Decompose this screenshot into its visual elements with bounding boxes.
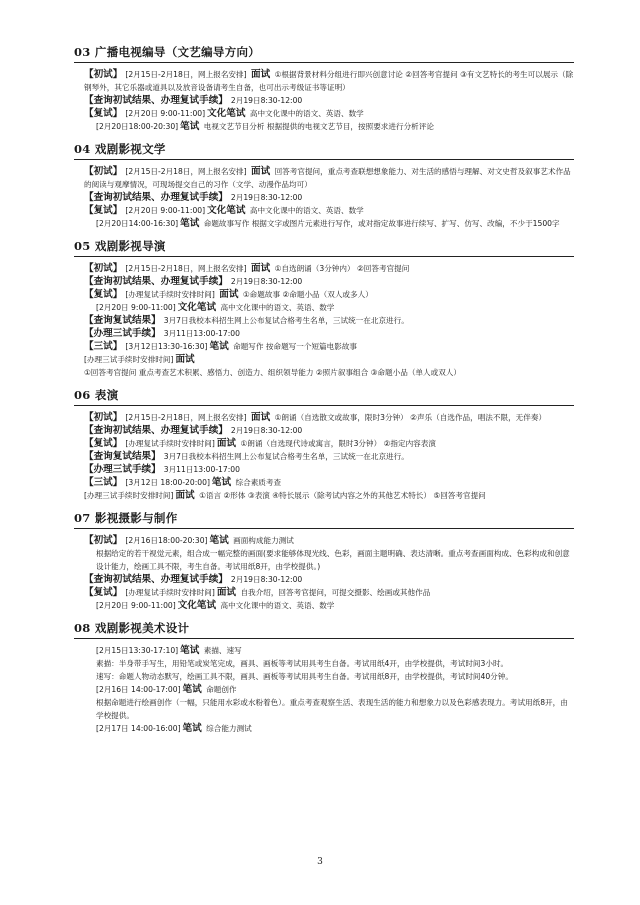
schedule-detail: 2月19日8:30-12:00 <box>230 575 303 584</box>
schedule-line <box>74 120 574 133</box>
stage-label: 【查询复试结果】 <box>84 451 161 462</box>
section <box>74 510 574 612</box>
schedule-detail: [2月20日 9:00-11:00] <box>125 206 206 215</box>
schedule-detail: [2月16日18:00-20:30] <box>125 536 208 545</box>
stage-label: 【办理三试手续】 <box>84 464 161 475</box>
exam-type: 面试 <box>175 490 195 501</box>
schedule-line <box>74 573 574 586</box>
schedule-detail: [办理三试手续时安排时间] <box>84 491 174 500</box>
exam-content: 画面构成能力测试 <box>230 536 294 545</box>
stage-label: 【初试】 <box>84 166 123 177</box>
section <box>74 238 574 379</box>
stage-label: 【查询初试结果、办理复试手续】 <box>84 574 228 585</box>
schedule-line <box>74 450 574 463</box>
exam-content: ①朗诵（自选现代诗或寓言，限时3分钟） ②指定内容表演 <box>238 439 436 448</box>
schedule-detail: [办理复试手续时安排时间] <box>125 439 215 448</box>
exam-content: 高中文化课中的语文、英语、数学 <box>247 206 364 215</box>
schedule-detail: [办理复试手续时安排时间] <box>125 588 215 597</box>
stage-label: 【查询复试结果】 <box>84 315 161 326</box>
schedule-detail: 2月19日8:30-12:00 <box>230 426 303 435</box>
exam-content: 高中文化课中的语文、英语、数学 <box>247 109 364 118</box>
exam-type: 笔试 <box>211 477 232 488</box>
exam-content: ①语言 ②形体 ③表演 ④特长展示（除考试内容之外的其他艺术特长） ⑤回答考官提问 <box>196 491 486 500</box>
schedule-detail: [2月15日-2月18日，网上报名安排] <box>125 70 249 79</box>
stage-label: 【复试】 <box>84 108 123 119</box>
exam-content: 综合能力测试 <box>203 724 252 733</box>
exam-content: 回答考官提问，重点考查联想想象能力、对生活的感悟与理解、对文史哲及叙事艺术作品的阅读与观摩情况，可现场提交自己的习作（文学、动漫作品均可） <box>84 167 571 189</box>
exam-type: 笔试 <box>182 684 202 695</box>
exam-content: 素描、速写 <box>201 646 242 655</box>
exam-type: 面试 <box>250 166 271 177</box>
exam-type: 面试 <box>250 412 271 423</box>
schedule-detail: 速写：命题人物动态默写，绘画工具不限，画具、画板等考试用具考生自备。考试用纸8开，由学校提供，考试时间40分钟。 <box>96 672 513 681</box>
schedule-detail: [3月12日 18:00-20:00] <box>125 478 210 487</box>
stage-label: 【初试】 <box>84 412 123 423</box>
schedule-line <box>74 424 574 437</box>
schedule-line <box>74 288 574 301</box>
schedule-line <box>74 262 574 275</box>
exam-type: 文化笔试 <box>207 108 246 119</box>
schedule-detail: [2月15日13:30-17:10] <box>96 646 179 655</box>
exam-content: ①命题故事 ②命题小品（双人或多人） <box>240 290 373 299</box>
document-page <box>74 44 574 743</box>
schedule-detail: [办理复试手续时安排时间] <box>125 290 218 299</box>
section-title: 06 表演 <box>74 387 574 406</box>
schedule-line <box>74 217 574 230</box>
schedule-line <box>74 165 574 191</box>
stage-label: 【查询初试结果、办理复试手续】 <box>84 95 228 106</box>
stage-label: 【复试】 <box>84 205 123 216</box>
stage-label: 【初试】 <box>84 263 123 274</box>
exam-type: 笔试 <box>180 218 200 229</box>
section <box>74 44 574 133</box>
schedule-detail: [2月17日 14:00-16:00] <box>96 724 181 733</box>
schedule-line <box>74 534 574 547</box>
exam-type: 笔试 <box>182 723 202 734</box>
schedule-detail: [2月20日 9:00-11:00] <box>125 109 206 118</box>
exam-content: 命题故事写作 根据文字或图片元素进行写作，或对指定故事进行续写、扩写、仿写、改编，不少于1500字 <box>201 219 560 228</box>
schedule-detail: [2月20日 9:00-11:00] <box>96 303 176 312</box>
schedule-line <box>74 275 574 288</box>
stage-label: 【查询初试结果、办理复试手续】 <box>84 192 228 203</box>
schedule-detail: 3月7日我校本科招生网上公布复试合格考生名单，三试统一在北京进行。 <box>163 316 409 325</box>
stage-label: 【三试】 <box>84 477 123 488</box>
schedule-line <box>74 411 574 424</box>
stage-label: 【查询初试结果、办理复试手续】 <box>84 425 228 436</box>
stage-label: 【初试】 <box>84 69 123 80</box>
schedule-detail: [2月20日 9:00-11:00] <box>96 601 176 610</box>
schedule-line <box>74 107 574 120</box>
exam-content: 高中文化课中的语文、英语、数学 <box>218 303 335 312</box>
schedule-line <box>74 586 574 599</box>
stage-label: 【复试】 <box>84 289 123 300</box>
page-number: 3 <box>317 857 323 867</box>
exam-content: 命题写作 按命题写一个短篇电影故事 <box>230 342 358 351</box>
schedule-line <box>74 314 574 327</box>
exam-content: 综合素质考查 <box>233 478 282 487</box>
schedule-detail: [2月20日18:00-20:30] <box>96 122 179 131</box>
schedule-detail: 根据给定的若干视觉元素，组合成一幅完整的画面(要求能够体现光线、色彩，画面主题明确、表达清晰。重点考查画面构成、色彩构成和创意设计能力，绘画工具不限，考生自备。考试用纸8开，由学校提供。) <box>96 549 570 571</box>
schedule-line <box>74 489 574 502</box>
schedule-detail: 素描：半身带手写生，用铅笔或炭笔完成，画具、画板等考试用具考生自备。考试用纸4开，由学校提供，考试时间3小时。 <box>96 659 509 668</box>
exam-content: ①朗诵（自选散文或故事，限时3分钟） ②声乐（自选作品，唱法不限，无伴奏） <box>272 413 547 422</box>
schedule-line <box>74 476 574 489</box>
exam-type: 笔试 <box>180 645 200 656</box>
stage-label: 【初试】 <box>84 535 123 546</box>
schedule-detail: 3月7日我校本科招生网上公布复试合格考生名单，三试统一在北京进行。 <box>163 452 409 461</box>
schedule-detail: [2月15日-2月18日，网上报名安排] <box>125 264 249 273</box>
schedule-line <box>74 670 574 683</box>
exam-content: ①自选朗诵（3分钟内） ②回答考官提问 <box>272 264 410 273</box>
stage-label: 【三试】 <box>84 341 123 352</box>
exam-type: 文化笔试 <box>207 205 246 216</box>
schedule-line <box>74 657 574 670</box>
section-title: 07 影视摄影与制作 <box>74 510 574 529</box>
exam-type: 文化笔试 <box>177 600 217 611</box>
exam-content: ①回答考官提问 重点考查艺术积累、感悟力、创造力、组织领导能力 ②照片叙事组合 ③命题小品（单人或双人） <box>84 368 461 377</box>
section-title: 03 广播电视编导（文艺编导方向） <box>74 44 574 63</box>
exam-content: 自我介绍，回答考官提问，可提交摄影、绘画或其他作品 <box>238 588 431 597</box>
exam-type: 文化笔试 <box>177 302 217 313</box>
schedule-line <box>74 191 574 204</box>
schedule-detail: [3月12日13:30-16:30] <box>125 342 208 351</box>
exam-type: 面试 <box>175 354 195 365</box>
stage-label: 【办理三试手续】 <box>84 328 161 339</box>
schedule-line <box>74 301 574 314</box>
schedule-line <box>74 463 574 476</box>
schedule-line <box>74 644 574 657</box>
schedule-line <box>74 340 574 353</box>
schedule-line <box>74 68 574 94</box>
stage-label: 【查询初试结果、办理复试手续】 <box>84 276 228 287</box>
exam-type: 笔试 <box>180 121 200 132</box>
schedule-line <box>74 696 574 722</box>
stage-label: 【复试】 <box>84 438 123 449</box>
schedule-detail: 3月11日13:00-17:00 <box>163 465 240 474</box>
exam-type: 面试 <box>250 263 271 274</box>
schedule-line <box>74 94 574 107</box>
schedule-detail: [2月16日 14:00-17:00] <box>96 685 181 694</box>
schedule-detail: [办理三试手续时安排时间] <box>84 355 174 364</box>
stage-label: 【复试】 <box>84 587 123 598</box>
schedule-detail: [2月15日-2月18日，网上报名安排] <box>125 413 249 422</box>
schedule-detail: 2月19日8:30-12:00 <box>230 277 303 286</box>
schedule-detail: 3月11日13:00-17:00 <box>163 329 240 338</box>
section-title: 08 戏剧影视美术设计 <box>74 620 574 639</box>
section-title: 05 戏剧影视导演 <box>74 238 574 257</box>
exam-type: 面试 <box>219 289 239 300</box>
schedule-detail: [2月15日-2月18日，网上报名安排] <box>125 167 249 176</box>
schedule-detail: 根据命题进行绘画创作（一幅，只能用水彩或水粉着色）。重点考查观察生活、表现生活的能力和想象力以及色彩感表现力。考试用纸8开，由学校提供。 <box>96 698 568 720</box>
section-title: 04 戏剧影视文学 <box>74 141 574 160</box>
schedule-detail: 2月19日8:30-12:00 <box>230 96 303 105</box>
exam-type: 笔试 <box>209 341 229 352</box>
schedule-detail: [2月20日14:00-16:30] <box>96 219 179 228</box>
schedule-line <box>74 683 574 696</box>
schedule-line <box>74 437 574 450</box>
exam-content: 命题创作 <box>203 685 237 694</box>
schedule-line <box>74 599 574 612</box>
schedule-line <box>74 353 574 379</box>
exam-content: 高中文化课中的语文、英语、数学 <box>218 601 335 610</box>
exam-content: ①根据背景材料分组进行即兴创意讨论 ②回答考官提问 ③有文艺特长的考生可以展示（除钢琴外，其它乐器或道具以及放音设备请考生自备，也可出示考级证书等证明） <box>84 70 574 92</box>
schedule-line <box>74 204 574 217</box>
schedule-detail: 2月19日8:30-12:00 <box>230 193 303 202</box>
exam-type: 面试 <box>250 69 271 80</box>
schedule-line <box>74 327 574 340</box>
exam-type: 面试 <box>216 587 237 598</box>
schedule-line <box>74 547 574 573</box>
exam-type: 笔试 <box>209 535 229 546</box>
exam-type: 面试 <box>216 438 237 449</box>
section <box>74 141 574 230</box>
section <box>74 387 574 502</box>
schedule-line <box>74 722 574 735</box>
section <box>74 620 574 735</box>
exam-content: 电视文艺节目分析 根据提供的电视文艺节目，按照要求进行分析评论 <box>201 122 434 131</box>
